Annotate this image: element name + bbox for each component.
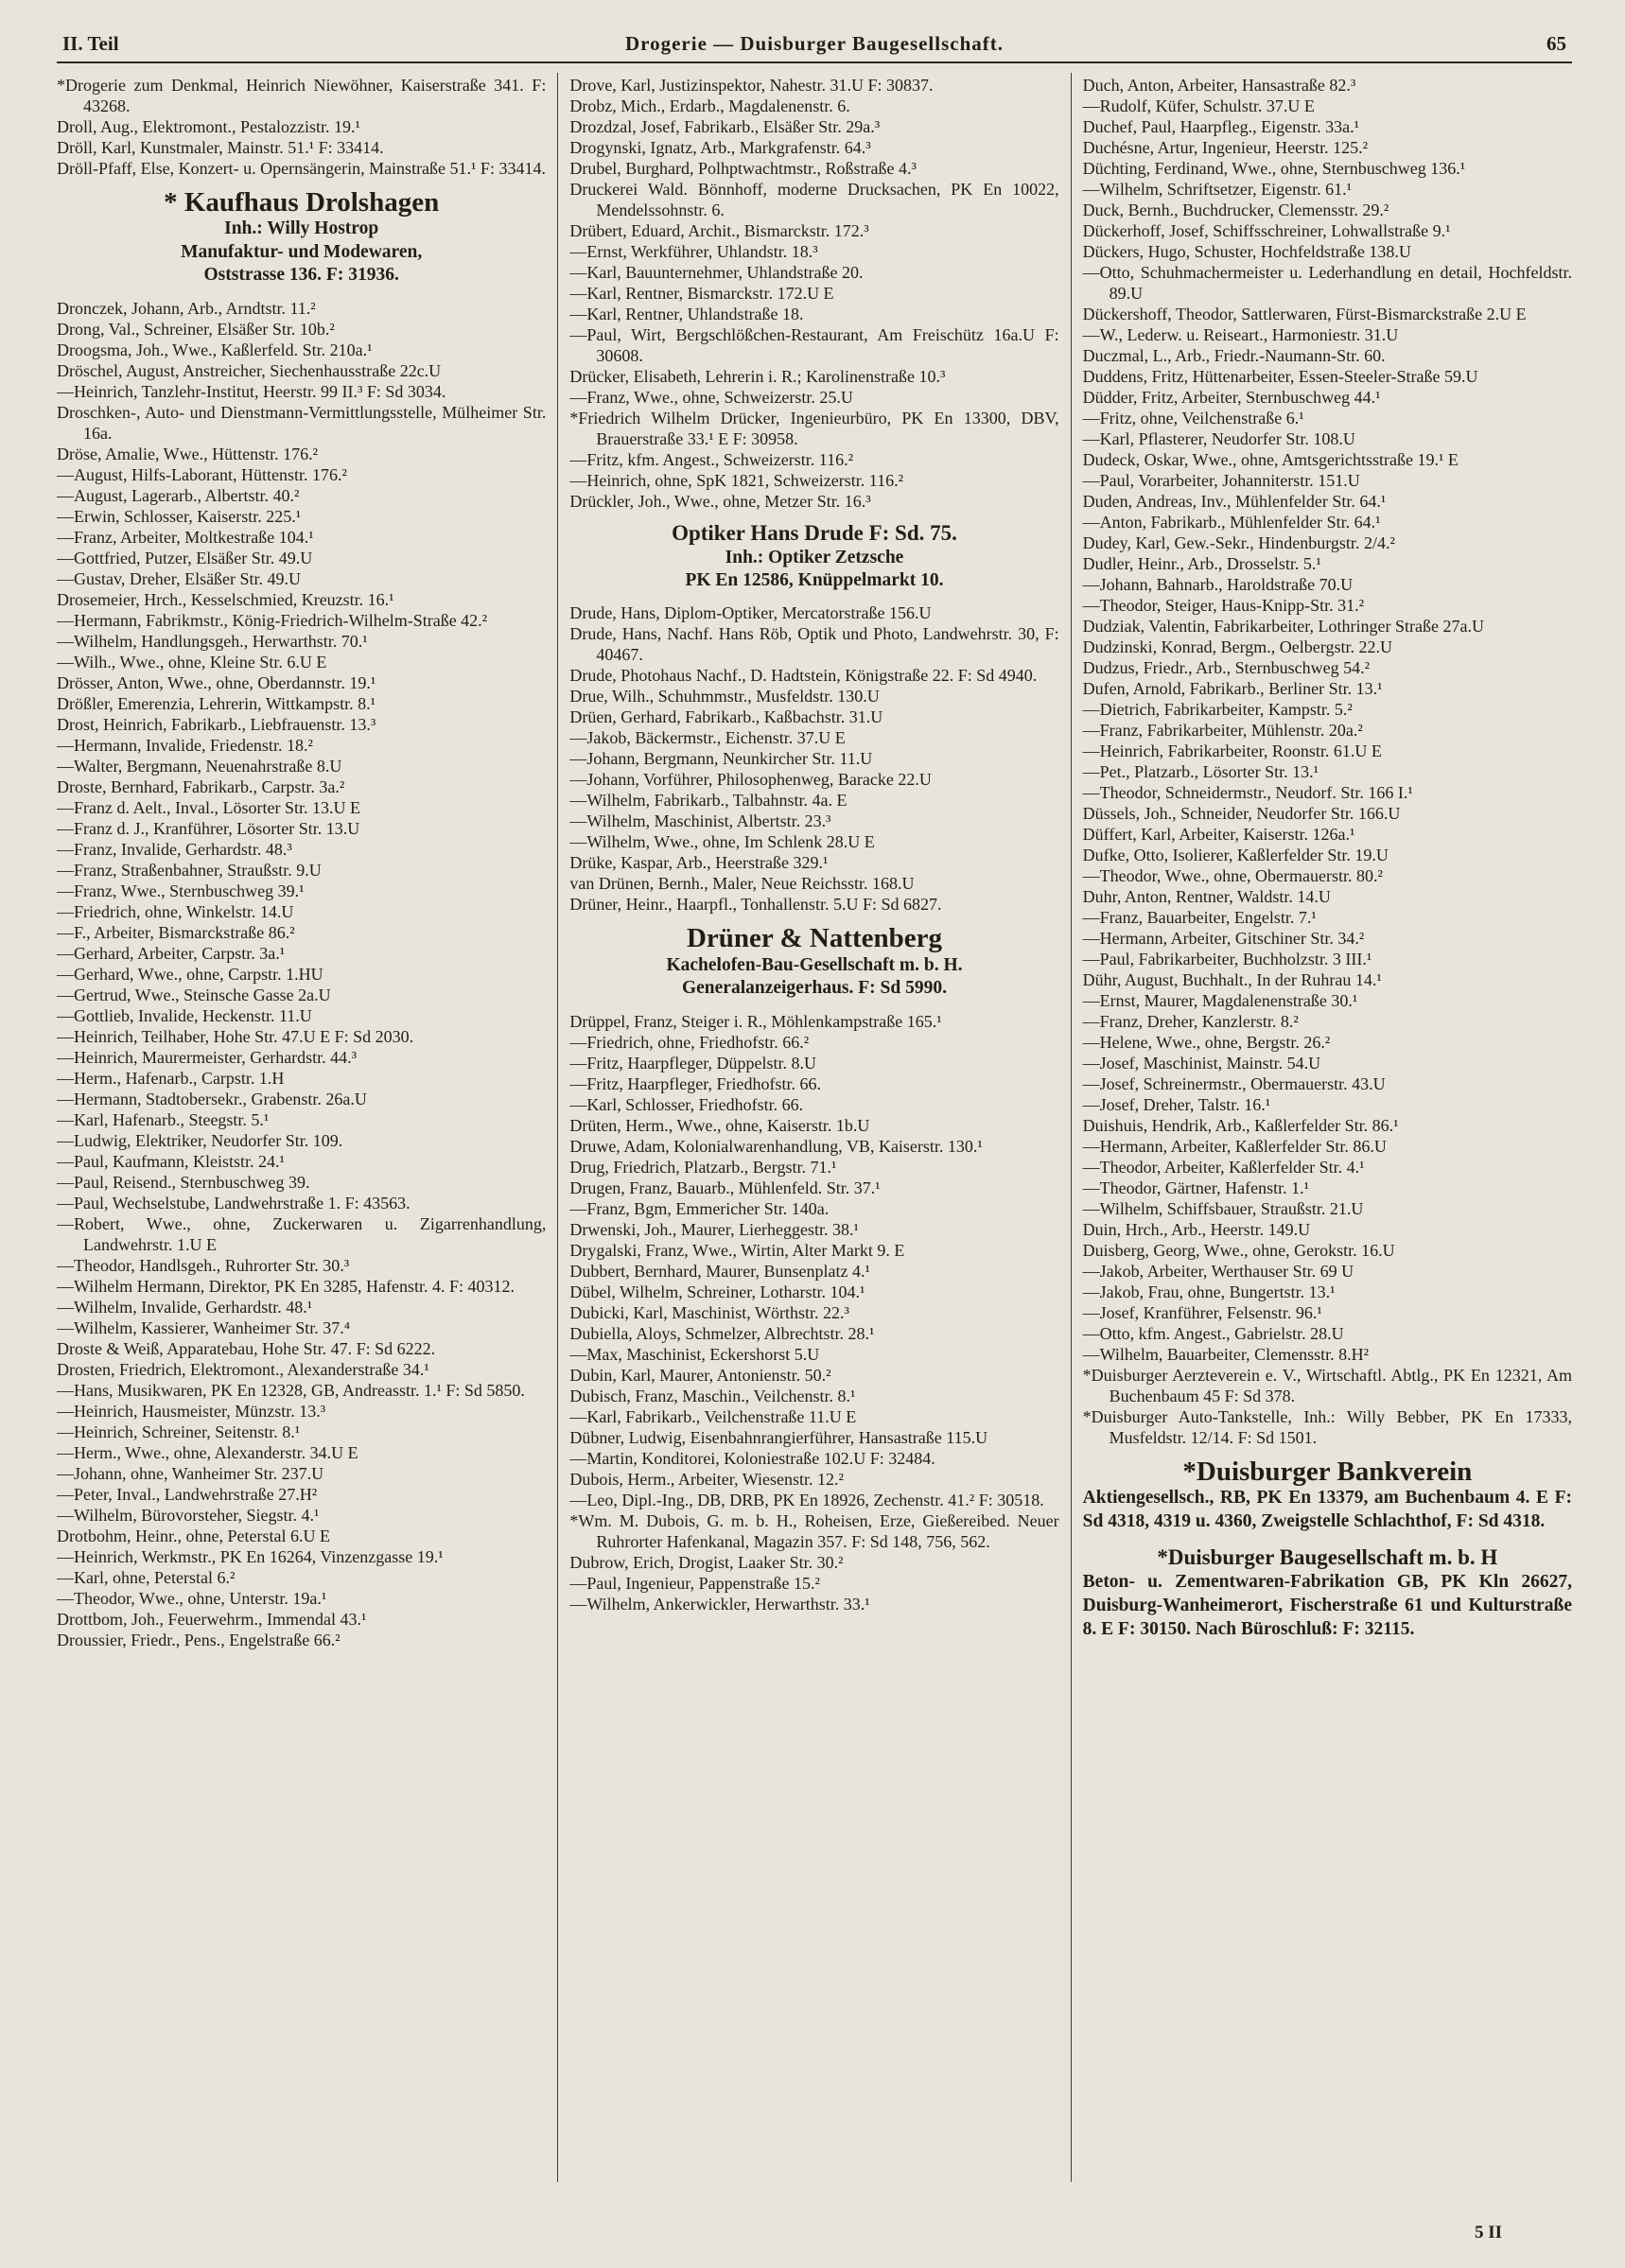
directory-entry: —Wilhelm, Invalide, Gerhardstr. 48.¹ [57,1297,313,1317]
directory-entry: Dückers, Hugo, Schuster, Hochfeldstraße 138.U [1082,242,1411,261]
directory-entry: Dudeck, Oskar, Wwe., ohne, Amtsgerichtsstraße 19.¹ E [1082,450,1459,469]
directory-entry: Drug, Friedrich, Platzarb., Bergstr. 71.¹ [569,1157,837,1177]
directory-entry: —Karl, Schlosser, Friedhofstr. 66. [569,1094,804,1114]
directory-entry: Drößler, Emerenzia, Lehrerin, Wittkampstr. 8.¹ [57,693,376,713]
directory-entry: —Karl, Rentner, Uhlandstraße 18. [569,305,804,323]
directory-entry: Drubel, Burghard, Polhptwachtmstr., Roßstraße 4.³ [569,159,917,178]
ad-line: Inh.: Optiker Zetzsche [725,547,904,567]
directory-entry: Duddens, Fritz, Hüttenarbeiter, Essen-Steeler-Straße 59.U [1082,367,1478,386]
directory-entry: —Fritz, ohne, Veilchenstraße 6.¹ [1082,409,1304,427]
directory-entry: —Jakob, Arbeiter, Werthauser Str. 69 U [1082,1262,1354,1281]
page-number: 65 [1546,32,1566,55]
directory-entry: —Wilhelm, Schriftsetzer, Eigenstr. 61.¹ [1082,180,1353,199]
directory-entry: —Franz, Bgm, Emmericher Str. 140a. [569,1198,830,1218]
directory-entry: —Karl, Hafenarb., Steegstr. 5.¹ [57,1109,270,1129]
ad-line: Optiker Hans Drude F: Sd. 75. [672,521,957,545]
directory-entry: Drude, Hans, Diplom-Optiker, Mercatorstraße 156.U [569,603,932,623]
page-footer [1475,2223,1502,2243]
directory-entry: Dufke, Otto, Isolierer, Kaßlerfelder Str. 19.U [1082,846,1389,864]
directory-entry: —Paul, Vorarbeiter, Johanniterstr. 151.U [1082,471,1360,490]
directory-entry: Duczmal, L., Arb., Friedr.-Naumann-Str. 60. [1082,346,1386,365]
directory-entry: —Johann, Bergmann, Neunkircher Str. 11.U [569,749,873,769]
directory-entry: *Duisburger Aerzteverein e. V., Wirtschaftl. Abtlg., PK En 12321, Am Buchenbaum 45 F: Sd 378. [1082,1366,1572,1405]
directory-entry: —Franz, Fabrikarbeiter, Mühlenstr. 20a.² [1082,721,1363,740]
directory-entry: Drobz, Mich., Erdarb., Magdalenenstr. 6. [569,96,850,115]
directory-entry: Droste & Weiß, Apparatebau, Hohe Str. 47. F: Sd 6222. [57,1338,436,1358]
ad-line: *Duisburger Bankverein [1182,1457,1473,1487]
directory-entry: Drwenski, Joh., Maurer, Lierheggestr. 38.¹ [569,1219,859,1239]
directory-entry: Drove, Karl, Justizinspektor, Nahestr. 31.U F: 30837. [569,76,934,95]
directory-entry: —Heinrich, Fabrikarbeiter, Roonstr. 61.U E [1082,741,1382,760]
directory-entry: —Johann, Bahnarb., Haroldstraße 70.U [1082,575,1354,594]
directory-entry: Drübert, Eduard, Archit., Bismarckstr. 172.³ [569,221,869,240]
directory-entry: —Hermann, Arbeiter, Gitschiner Str. 34.² [1082,929,1365,948]
directory-entry: Düdder, Fritz, Arbeiter, Sternbuschweg 44.¹ [1082,388,1381,407]
directory-entry: Drugen, Franz, Bauarb., Mühlenfeld. Str. 37.¹ [569,1178,881,1197]
directory-entry: Dubisch, Franz, Maschin., Veilchenstr. 8.¹ [569,1386,856,1405]
directory-entry: —Heinrich, Maurermeister, Gerhardstr. 44.³ [57,1047,358,1067]
directory-entry: *Drogerie zum Denkmal, Heinrich Niewöhner, Kaiserstraße 341. F: 43268. [57,76,547,115]
directory-entry: *Duisburger Auto-Tankstelle, Inh.: Willy Bebber, PK En 17333, Musfeldstr. 12/14. F: Sd 1501. [1082,1407,1572,1447]
directory-entry: Drogynski, Ignatz, Arb., Markgrafenstr. 64.³ [569,138,871,157]
directory-entry: —Wilhelm, Wwe., ohne, Im Schlenk 28.U E [569,832,875,852]
directory-entry: Dückershoff, Theodor, Sattlerwaren, Fürst-Bismarckstraße 2.U E [1082,305,1527,323]
directory-entry: —Friedrich, ohne, Winkelstr. 14.U [57,901,294,921]
directory-entry: —Wilhelm, Maschinist, Albertstr. 23.³ [569,811,831,831]
directory-entry: —Paul, Wechselstube, Landwehrstraße 1. F: 43563. [57,1193,411,1213]
directory-entry: —Erwin, Schlosser, Kaiserstr. 225.¹ [57,506,302,526]
directory-entry: —Theodor, Arbeiter, Kaßlerfelder Str. 4.¹ [1082,1158,1365,1177]
directory-entry: Droogsma, Joh., Wwe., Kaßlerfeld. Str. 210a.¹ [57,340,373,359]
directory-entry: Drottbom, Joh., Feuerwehrm., Immendal 43.¹ [57,1609,367,1629]
directory-entry: —Peter, Inval., Landwehrstraße 27.H² [57,1484,318,1504]
column-3 [1071,73,1572,2182]
section-label: II. Teil [62,32,119,55]
directory-entry: Dubbert, Bernhard, Maurer, Bunsenplatz 4.¹ [569,1261,870,1281]
directory-entry: —Franz, Bauarbeiter, Engelstr. 7.¹ [1082,908,1317,927]
directory-entry: —W., Lederw. u. Reiseart., Harmoniestr. 31.U [1082,325,1399,344]
directory-entry: Dröll-Pfaff, Else, Konzert- u. Opernsängerin, Mainstraße 51.¹ F: 33414. [57,159,546,178]
directory-entry: —Gustav, Dreher, Elsäßer Str. 49.U [57,568,302,588]
directory-entry: —August, Lagerarb., Albertstr. 40.² [57,485,300,505]
directory-entry: Duck, Bernh., Buchdrucker, Clemensstr. 29.² [1082,201,1389,219]
directory-entry: Dröll, Karl, Kunstmaler, Mainstr. 51.¹ F: 33414. [57,138,384,157]
directory-entry: —Wilhelm, Kassierer, Wanheimer Str. 37.⁴ [57,1317,350,1337]
directory-entry: Dudler, Heinr., Arb., Drosselstr. 5.¹ [1082,554,1321,573]
directory-entry: Dubicki, Karl, Maschinist, Wörthstr. 22.³ [569,1302,849,1322]
directory-entry: —Theodor, Handlsgeh., Ruhrorter Str. 30.³ [57,1255,350,1275]
printers-mark: 5 II [1474,2223,1502,2242]
directory-entry: Duin, Hrch., Arb., Heerstr. 149.U [1082,1220,1311,1239]
directory-entry: —Leo, Dipl.-Ing., DB, DRB, PK En 18926, Zechenstr. 41.² F: 30518. [569,1490,1044,1509]
directory-entry: —Herm., Hafenarb., Carpstr. 1.H [57,1068,285,1088]
directory-entry: —Franz, Wwe., Sternbuschweg 39.¹ [57,881,305,900]
directory-entry: Dröschel, August, Anstreicher, Siechenhausstraße 22c.U [57,360,442,380]
directory-entry: —Martin, Konditorei, Koloniestraße 102.U F: 32484. [569,1448,935,1468]
directory-entry: Düchting, Ferdinand, Wwe., ohne, Sternbuschweg 136.¹ [1082,159,1466,178]
directory-entry: Dudey, Karl, Gew.-Sekr., Hindenburgstr. 2/4.² [1082,533,1395,552]
directory-entry: Droll, Aug., Elektromont., Pestalozzistr. 19.¹ [57,117,360,136]
directory-entry: —Paul, Kaufmann, Kleiststr. 24.¹ [57,1151,285,1171]
directory-entry: —Wilhelm, Bauarbeiter, Clemensstr. 8.H² [1082,1345,1370,1364]
directory-entry: —Heinrich, ohne, SpK 1821, Schweizerstr. 116.² [569,471,903,490]
directory-entry: —Robert, Wwe., ohne, Zuckerwaren u. Zigarrenhandlung, Landwehrstr. 1.U E [57,1213,547,1254]
directory-entry: Drotbohm, Heinr., ohne, Peterstal 6.U E [57,1526,330,1545]
directory-entry: Drude, Hans, Nachf. Hans Röb, Optik und Photo, Landwehrstr. 30, F: 40467. [569,624,1059,665]
directory-entry: —Pet., Platzarb., Lösorter Str. 13.¹ [1082,762,1319,781]
directory-entry: Dückerhoff, Josef, Schiffsschreiner, Lohwallstraße 9.¹ [1082,221,1451,240]
directory-entry: —Gerhard, Arbeiter, Carpstr. 3a.¹ [57,943,286,963]
ad-optiker-drude [569,520,1058,592]
directory-entry: Drücker, Elisabeth, Lehrerin i. R.; Karolinenstraße 10.³ [569,367,946,386]
directory-entry: Duhr, Anton, Rentner, Waldstr. 14.U [1082,887,1331,906]
directory-entry: —Fritz, Haarpfleger, Friedhofstr. 66. [569,1073,822,1093]
directory-entry: Dröse, Amalie, Wwe., Hüttenstr. 176.² [57,444,319,463]
directory-entry: —Jakob, Frau, ohne, Bungertstr. 13.¹ [1082,1282,1336,1301]
directory-entry: —Wilhelm, Fabrikarb., Talbahnstr. 4a. E [569,791,847,811]
directory-entry: —Paul, Wirt, Bergschlößchen-Restaurant, Am Freischütz 16a.U F: 30608. [569,325,1059,365]
directory-entry: —Herm., Wwe., ohne, Alexanderstr. 34.U E [57,1442,358,1462]
directory-entry: Drösser, Anton, Wwe., ohne, Oberdannstr. 19.¹ [57,672,376,692]
ad-line: Oststrasse 136. F: 31936. [203,265,399,286]
directory-entry: —Franz, Invalide, Gerhardstr. 48.³ [57,839,292,859]
directory-entry: —Theodor, Steiger, Haus-Knipp-Str. 31.² [1082,596,1365,615]
directory-entry: Düssels, Joh., Schneider, Neudorfer Str. 166.U [1082,804,1401,823]
directory-entry: —Franz d. Aelt., Inval., Lösorter Str. 13.U E [57,797,360,817]
directory-entry: —Franz, Arbeiter, Moltkestraße 104.¹ [57,527,314,547]
directory-entry: —Hermann, Fabrikmstr., König-Friedrich-Wilhelm-Straße 42.² [57,610,488,630]
directory-entry: Duch, Anton, Arbeiter, Hansastraße 82.³ [1082,76,1356,95]
directory-entry: Duchésne, Artur, Ingenieur, Heerstr. 125.² [1082,138,1369,157]
directory-entry: Duishuis, Hendrik, Arb., Kaßlerfelder Str. 86.¹ [1082,1116,1399,1135]
directory-entry: Droschken-, Auto- und Dienstmann-Vermittlungsstelle, Mülheimer Str. 16a. [57,402,547,443]
directory-entry: Dudzinski, Konrad, Bergm., Oelbergstr. 22.U [1082,637,1392,656]
directory-entry: —Friedrich, ohne, Friedhofstr. 66.² [569,1032,810,1052]
directory-entry: Dudzus, Friedr., Arb., Sternbuschweg 54.² [1082,658,1371,677]
directory-entry: Drude, Photohaus Nachf., D. Hadtstein, Königstraße 22. F: Sd 4940. [569,666,1038,686]
directory-entry: Dübner, Ludwig, Eisenbahnrangierführer, Hansastraße 115.U [569,1427,988,1447]
directory-entry: Drüen, Gerhard, Fabrikarb., Kaßbachstr. 31.U [569,707,883,727]
directory-entry: Druckerei Wald. Bönnhoff, moderne Drucksachen, PK En 10022, Mendelssohnstr. 6. [569,180,1059,219]
directory-entry: —Fritz, kfm. Angest., Schweizerstr. 116.² [569,450,854,469]
directory-entry: —Franz, Straßenbahner, Straußstr. 9.U [57,860,322,880]
ad-line: *Duisburger Baugesellschaft m. b. H [1157,1545,1498,1570]
running-title: Drogerie — Duisburger Baugesellschaft. [624,32,1005,55]
directory-entry: —Helene, Wwe., ohne, Bergstr. 26.² [1082,1033,1331,1052]
directory-entry: Dronczek, Johann, Arb., Arndtstr. 11.² [57,298,316,318]
ad-line: Kachelofen-Bau-Gesellschaft m. b. H. [666,954,963,975]
column-2 [557,73,1070,2182]
directory-entry: —Rudolf, Küfer, Schulstr. 37.U E [1082,96,1315,115]
directory-entry: Drost, Heinrich, Fabrikarb., Liebfrauenstr. 13.³ [57,714,376,734]
directory-entry: —Gertrud, Wwe., Steinsche Gasse 2a.U [57,985,331,1004]
directory-entry: —Theodor, Wwe., ohne, Unterstr. 19a.¹ [57,1588,327,1608]
directory-entry: Düffert, Karl, Arbeiter, Kaiserstr. 126a.¹ [1082,825,1355,844]
directory-entry: —Hermann, Invalide, Friedenstr. 18.² [57,735,313,755]
directory-entry: —Hermann, Stadtobersekr., Grabenstr. 26a.U [57,1089,367,1108]
directory-entry: Druwe, Adam, Kolonialwarenhandlung, VB, Kaiserstr. 130.¹ [569,1136,983,1156]
directory-entry: —Johann, Vorführer, Philosophenweg, Baracke 22.U [569,770,932,790]
directory-entry: Drosemeier, Hrch., Kesselschmied, Kreuzstr. 16.¹ [57,589,394,609]
directory-entry: —Karl, Rentner, Bismarckstr. 172.U E [569,284,834,303]
directory-entry: —Max, Maschinist, Eckershorst 5.U [569,1344,820,1364]
ad-kaufhaus-drolshagen [57,187,546,288]
directory-entry: —Ludwig, Elektriker, Neudorfer Str. 109. [57,1130,343,1150]
directory-entry: —Heinrich, Hausmeister, Münzstr. 13.³ [57,1401,326,1421]
ad-line: Beton- u. Zementwaren-Fabrikation GB, PK Kln 26627, Duisburg-Wanheimerort, Fischerstraße 61 und Kulturstraße 8. E F: 30150. Nach Büroschluß: F: 32115. [1082,1571,1572,1639]
directory-entry: Dufen, Arnold, Fabrikarb., Berliner Str. 13.¹ [1082,679,1383,698]
ad-duisburger-bankverein [1083,1457,1572,1534]
column-1 [57,73,557,2182]
ad-line: PK En 12586, Knüppelmarkt 10. [685,569,944,590]
directory-entry: Dübel, Wilhelm, Schreiner, Lotharstr. 104.¹ [569,1282,865,1301]
directory-entry: —Gottfried, Putzer, Elsäßer Str. 49.U [57,548,313,567]
ad-line: Inh.: Willy Hostrop [224,218,379,239]
directory-entry: —Karl, ohne, Peterstal 6.² [57,1567,236,1587]
directory-entry: —Otto, Schuhmachermeister u. Lederhandlung en detail, Hochfeldstr. 89.U [1082,263,1572,303]
directory-entry: —F., Arbeiter, Bismarckstraße 86.² [57,922,295,942]
directory-entry: Drüke, Kaspar, Arb., Heerstraße 329.¹ [569,853,829,873]
ad-druener-nattenberg [569,923,1058,1000]
directory-entry: Drüten, Herm., Wwe., ohne, Kaiserstr. 1b.U [569,1115,870,1135]
directory-entry: *Friedrich Wilhelm Drücker, Ingenieurbüro, PK En 13300, DBV, Brauerstraße 33.¹ E F: 30958. [569,409,1059,448]
directory-entry: —Heinrich, Schreiner, Seitenstr. 8.¹ [57,1422,301,1441]
directory-entry: —Theodor, Gärtner, Hafenstr. 1.¹ [1082,1178,1310,1197]
ad-line: Generalanzeigerhaus. F: Sd 5990. [681,978,947,999]
directory-entry: —Josef, Dreher, Talstr. 16.¹ [1082,1095,1271,1114]
directory-entry: Duchef, Paul, Haarpfleg., Eigenstr. 33a.¹ [1082,117,1359,136]
directory-entry: —Josef, Kranführer, Felsenstr. 96.¹ [1082,1303,1322,1322]
directory-entry: Drygalski, Franz, Wwe., Wirtin, Alter Markt 9. E [569,1240,905,1260]
header-rule [57,61,1572,63]
directory-entry: Dubois, Herm., Arbeiter, Wiesenstr. 12.² [569,1469,844,1489]
directory-entry: —Anton, Fabrikarb., Mühlenfelder Str. 64.¹ [1082,513,1381,532]
directory-entry: —Wilhelm, Handlungsgeh., Herwarthstr. 70.¹ [57,631,368,651]
directory-entry: —Josef, Schreinermstr., Obermauerstr. 43.U [1082,1074,1386,1093]
directory-entry: Droste, Bernhard, Fabrikarb., Carpstr. 3a.² [57,776,345,796]
directory-entry: Drüppel, Franz, Steiger i. R., Möhlenkampstraße 165.¹ [569,1011,942,1031]
directory-entry: —Karl, Fabrikarb., Veilchenstraße 11.U E [569,1406,857,1426]
directory-entry: —Walter, Bergmann, Neuenahrstraße 8.U [57,756,342,776]
directory-entry: —Otto, kfm. Angest., Gabrielstr. 28.U [1082,1324,1344,1343]
directory-entry: Droussier, Friedr., Pens., Engelstraße 66.² [57,1630,341,1649]
directory-entry: —Wilhelm, Schiffsbauer, Straußstr. 21.U [1082,1199,1364,1218]
directory-entry: Drong, Val., Schreiner, Elsäßer Str. 10b.² [57,319,335,339]
directory-entry: —Heinrich, Teilhaber, Hohe Str. 47.U E F: Sd 2030. [57,1026,414,1046]
directory-entry: —Fritz, Haarpfleger, Düppelstr. 8.U [569,1053,817,1073]
directory-entry: —Hans, Musikwaren, PK En 12328, GB, Andreasstr. 1.¹ F: Sd 5850. [57,1380,525,1400]
directory-entry: Duisberg, Georg, Wwe., ohne, Gerokstr. 16.U [1082,1241,1395,1260]
directory-entry: —Hermann, Arbeiter, Kaßlerfelder Str. 86.U [1082,1137,1387,1156]
directory-entry: Dudziak, Valentin, Fabrikarbeiter, Lothringer Straße 27a.U [1082,617,1484,636]
directory-entry: Dubiella, Aloys, Schmelzer, Albrechtstr. 28.¹ [569,1323,875,1343]
directory-entry: —Theodor, Schneidermstr., Neudorf. Str. 166 I.¹ [1082,783,1413,802]
directory-entry: —Dietrich, Fabrikarbeiter, Kampstr. 5.² [1082,700,1353,719]
ad-line: Manufaktur- und Modewaren, [181,241,423,262]
directory-entry: —Gerhard, Wwe., ohne, Carpstr. 1.HU [57,964,323,984]
ad-line: Drüner & Nattenberg [686,923,943,954]
directory-entry: —Franz, Wwe., ohne, Schweizerstr. 25.U [569,388,853,407]
directory-entry: —Johann, ohne, Wanheimer Str. 237.U [57,1463,324,1483]
directory-entry: Drosten, Friedrich, Elektromont., Alexanderstraße 34.¹ [57,1359,429,1379]
directory-entry: —Wilhelm, Ankerwickler, Herwarthstr. 33.¹ [569,1594,870,1614]
directory-entry: Duden, Andreas, Inv., Mühlenfelder Str. 64.¹ [1082,492,1387,511]
directory-entry: —Heinrich, Werkmstr., PK En 16264, Vinzenzgasse 19.¹ [57,1546,444,1566]
directory-entry: Dühr, August, Buchhalt., In der Ruhrau 14.¹ [1082,970,1382,989]
directory-entry: —Theodor, Wwe., ohne, Obermauerstr. 80.² [1082,866,1383,885]
directory-entry: —Franz, Dreher, Kanzlerstr. 8.² [1082,1012,1299,1031]
directory-entry: —Wilhelm, Bürovorsteher, Siegstr. 4.¹ [57,1505,320,1525]
directory-entry: —Wilh., Wwe., ohne, Kleine Str. 6.U E [57,652,327,672]
directory-entry: —Ernst, Maurer, Magdalenenstraße 30.¹ [1082,991,1358,1010]
directory-entry: —Heinrich, Tanzlehr-Institut, Heerstr. 99 II.³ F: Sd 3034. [57,381,446,401]
directory-entry: —August, Hilfs-Laborant, Hüttenstr. 176.² [57,464,347,484]
directory-entry: —Paul, Reisend., Sternbuschweg 39. [57,1172,310,1192]
ad-line: * Kaufhaus Drolshagen [164,187,440,218]
directory-entry: —Karl, Pflasterer, Neudorfer Str. 108.U [1082,429,1355,448]
ad-duisburger-baugesellschaft [1083,1544,1572,1641]
directory-entry: van Drünen, Bernh., Maler, Neue Reichsstr. 168.U [569,874,915,894]
directory-entry: —Gottlieb, Invalide, Heckenstr. 11.U [57,1005,312,1025]
directory-entry: —Ernst, Werkführer, Uhlandstr. 18.³ [569,242,818,261]
directory-entry: Dubrow, Erich, Drogist, Laaker Str. 30.² [569,1552,844,1572]
ad-line: Aktiengesellsch., RB, PK En 13379, am Buchenbaum 4. E F: Sd 4318, 4319 u. 4360, Zweigstelle Schlachthof, F: Sd 4318. [1082,1488,1572,1532]
directory-entry: —Paul, Ingenieur, Pappenstraße 15.² [569,1573,820,1593]
page-header [57,28,1572,61]
directory-entry: Drue, Wilh., Schuhmmstr., Musfeldstr. 130.U [569,687,880,707]
directory-entry: —Josef, Maschinist, Mainstr. 54.U [1082,1054,1321,1073]
directory-entry: Drückler, Joh., Wwe., ohne, Metzer Str. 16.³ [569,492,871,511]
directory-entry: —Jakob, Bäckermstr., Eichenstr. 37.U E [569,728,846,748]
directory-entry: Drüner, Heinr., Haarpfl., Tonhallenstr. 5.U F: Sd 6827. [569,895,942,915]
directory-entry: —Franz d. J., Kranführer, Lösorter Str. 13.U [57,818,360,838]
directory-entry: —Wilhelm Hermann, Direktor, PK En 3285, Hafenstr. 4. F: 40312. [57,1276,515,1296]
directory-entry: Dubin, Karl, Maurer, Antonienstr. 50.² [569,1365,831,1385]
directory-entry: Drozdzal, Josef, Fabrikarb., Elsäßer Str. 29a.³ [569,117,881,136]
directory-columns [57,73,1572,2182]
directory-entry: —Paul, Fabrikarbeiter, Buchholzstr. 3 III.¹ [1082,950,1372,968]
directory-entry: —Karl, Bauunternehmer, Uhlandstraße 20. [569,263,864,282]
directory-entry: *Wm. M. Dubois, G. m. b. H., Roheisen, Erze, Gießereibed. Neuer Ruhrorter Hafenkanal, Magazin 357. F: Sd 148, 756, 562. [569,1510,1059,1551]
